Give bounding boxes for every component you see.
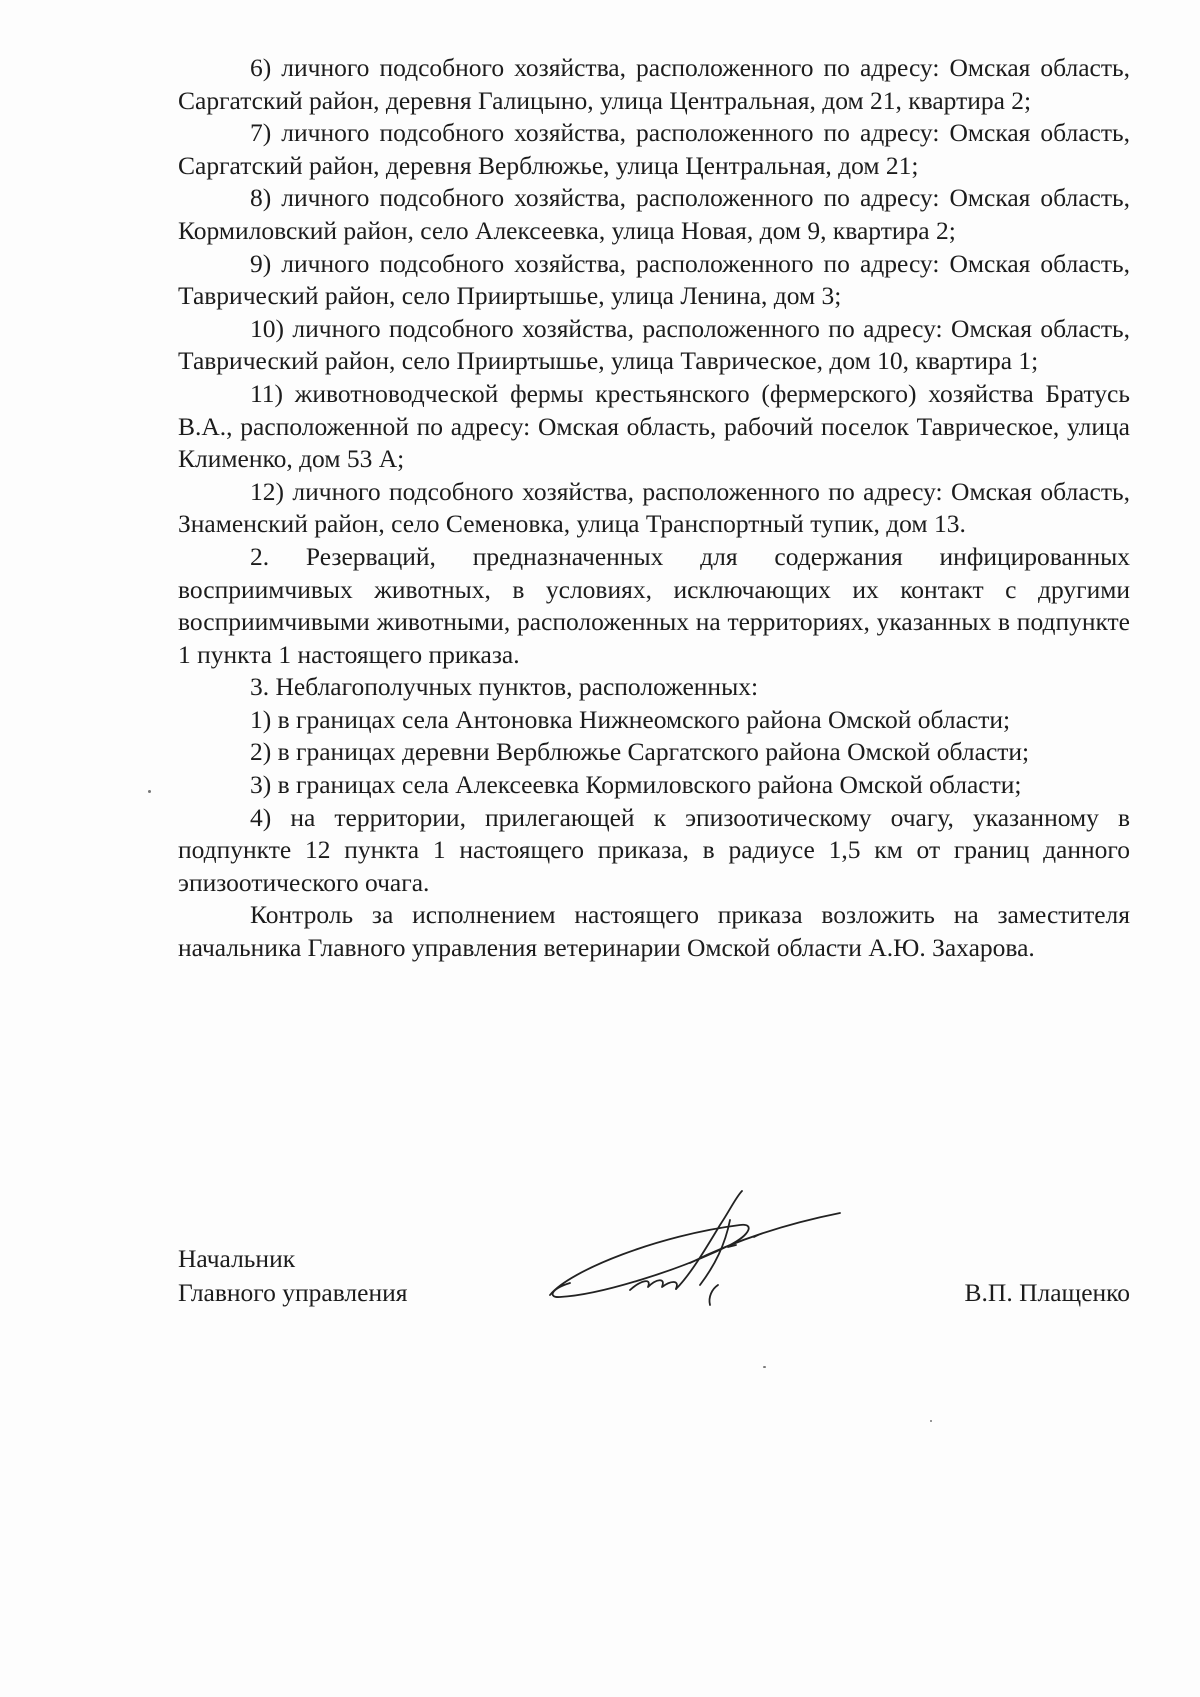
paragraph-unfavorable-points: 3. Неблагополучных пунктов, расположенных: [250,672,759,702]
signatory-title [178,1242,408,1310]
scan-speck [930,1420,932,1422]
signatory-title-line1: Начальник [178,1244,296,1273]
paragraph-item-9: 9) личного подсобного хозяйства, расположенного по адресу: Омская область, Таврический район, село Прииртышье, улица Ленина, дом 3; [178,248,1130,311]
paragraph-item-8: 8) личного подсобного хозяйства, расположенного по адресу: Омская область, Кормиловский район, село Алексеевка, улица Новая, дом 9, квартира 2; [178,183,1130,245]
paragraph-reservations: 2. Резерваций, предназначенных для содержания инфицированных восприимчивых животных, в условиях, исключающих их контакт с другими восприимчивыми животными, расположенных на территориях, указанных в подпункте 1 пункта 1 настоящего приказа. [178,541,1130,669]
handwritten-signature [540,1185,850,1325]
paragraph-point-4: 4) на территории, прилегающей к эпизоотическому очагу, указанному в подпункте 12 пункта 1 настоящего приказа, в радиусе 1,5 км от границ данного эпизоотического очага. [178,802,1130,897]
paragraph-item-12: 12) личного подсобного хозяйства, расположенного по адресу: Омская область, Знаменский район, село Семеновка, улица Транспортный тупик, дом 13. [178,476,1130,539]
paragraph-control: Контроль за исполнением настоящего приказа возложить на заместителя начальника Главного управления ветеринарии Омской области А.Ю. Захарова. [178,900,1130,963]
paragraph-item-10: 10) личного подсобного хозяйства, расположенного по адресу: Омская область, Таврический район, село Прииртышье, улица Таврическое, дом 10, квартира 1; [178,313,1130,376]
document-body [178,52,1130,965]
paragraph-point-3: 3) в границах села Алексеевка Кормиловского района Омской области; [250,770,1022,800]
paragraph-point-2: 2) в границах деревни Верблюжье Саргатского района Омской области; [250,737,1030,767]
signatory-title-line2: Главного управления [178,1278,408,1307]
signatory-name: В.П. Плащенко [964,1278,1130,1307]
paragraph-item-6: 6) личного подсобного хозяйства, расположенного по адресу: Омская область, Саргатский район, деревня Галицыно, улица Центральная, дом 21, квартира 2; [178,53,1130,115]
paragraph-point-1: 1) в границах села Антоновка Нижнеомского района Омской области; [250,704,1011,734]
scan-speck [763,1366,766,1368]
paragraph-item-7: 7) личного подсобного хозяйства, расположенного по адресу: Омская область, Саргатский район, деревня Верблюжье, улица Центральная, дом 21; [178,118,1130,180]
paragraph-item-11: 11) животноводческой фермы крестьянского (фермерского) хозяйства Братусь В.А., расположенной по адресу: Омская область, рабочий поселок Таврическое, улица Клименко, дом 53 А; [178,378,1130,474]
scan-speck [148,790,151,793]
